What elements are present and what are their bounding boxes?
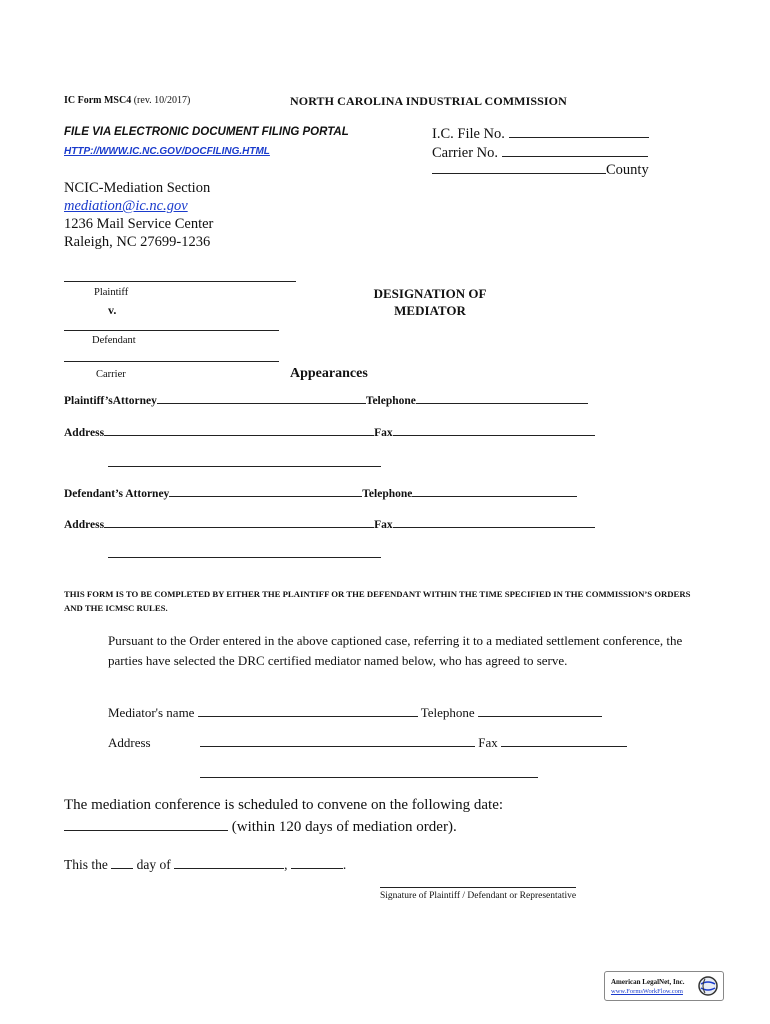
defendant-telephone-label: Telephone (362, 488, 413, 500)
filing-portal-link[interactable]: HTTP://WWW.IC.NC.GOV/DOCFILING.HTML (64, 146, 270, 157)
defendant-attorney-label: Defendant’s Attorney (64, 488, 170, 500)
form-revision: (rev. 10/2017) (133, 95, 191, 106)
county-row (432, 161, 649, 179)
plaintiff-attorney-row (64, 391, 588, 407)
county-field[interactable] (432, 161, 606, 174)
plaintiff-address-row (64, 423, 595, 439)
carrier-number-field[interactable] (502, 144, 648, 157)
body-paragraph: Pursuant to the Order entered in the above captioned case, referring it to a mediated settlement conference, the parties have selected the DRC certified mediator named below, who has agreed to serve. (108, 633, 683, 668)
mediator-name-field[interactable] (198, 704, 418, 717)
versus-label: v. (108, 303, 117, 317)
carrier-name-field[interactable] (64, 361, 279, 362)
plaintiff-address-field-2[interactable] (108, 466, 381, 467)
mediator-name-label: Mediator's name (108, 705, 195, 720)
instruction-text: THIS FORM IS TO BE COMPLETED BY EITHER THE PLAINTIFF OR THE DEFENDANT WITHIN THE TIME SPECIFIED IN THE COMMISSION’S ORDERS AND THE ICMSC RULES. (64, 589, 691, 613)
mediator-address-field[interactable] (200, 734, 475, 747)
plaintiff-address-label: Address (64, 427, 105, 439)
day-field[interactable] (111, 856, 133, 869)
mediator-address-label: Address (108, 735, 151, 750)
defendant-fax-label: Fax (374, 519, 393, 531)
ic-file-number-row (432, 125, 649, 143)
appearances-heading: Appearances (290, 366, 368, 381)
defendant-fax-field[interactable] (393, 515, 595, 528)
year-field[interactable] (291, 856, 343, 869)
dated-row: This the day of , . (64, 857, 347, 872)
form-number: IC Form MSC4 (64, 95, 132, 106)
month-field[interactable] (174, 856, 284, 869)
plaintiff-attorney-label: Plaintiff’sAttorney (64, 395, 157, 407)
carrier-number-row (432, 144, 648, 162)
defendant-label: Defendant (92, 335, 136, 346)
plaintiff-fax-field[interactable] (393, 423, 595, 436)
mediator-name-row (108, 704, 602, 721)
footer-badge[interactable] (604, 971, 724, 1001)
day-of-label: day of (136, 857, 171, 872)
plaintiff-name-field[interactable] (64, 281, 296, 282)
mediator-telephone-field[interactable] (478, 704, 602, 717)
defendant-name-field[interactable] (64, 330, 279, 331)
defendant-address-row (64, 515, 595, 531)
defendant-address-label: Address (64, 519, 105, 531)
plaintiff-address-field[interactable] (104, 423, 374, 436)
mediator-fax-label: Fax (478, 735, 498, 750)
signature-field[interactable] (380, 887, 576, 888)
ic-file-label: I.C. File No. (432, 126, 505, 142)
document-title: DESIGNATION OF MEDIATOR (373, 286, 487, 318)
plaintiff-fax-label: Fax (374, 427, 393, 439)
plaintiff-label: Plaintiff (94, 287, 129, 298)
mediator-address-row (108, 734, 627, 751)
filing-portal-heading: FILE VIA ELECTRONIC DOCUMENT FILING PORTAL (64, 126, 349, 138)
form-id (64, 95, 190, 106)
schedule-date-row (64, 818, 457, 836)
mediator-address-field-2[interactable] (200, 777, 538, 778)
scheduled-statement: The mediation conference is scheduled to convene on the following date: (64, 797, 504, 813)
defendant-telephone-field[interactable] (412, 484, 577, 497)
footer-url[interactable]: www.FormsWorkFlow.com (611, 988, 683, 995)
defendant-address-field-2[interactable] (108, 557, 381, 558)
mediator-telephone-label: Telephone (420, 705, 475, 720)
ic-file-field[interactable] (509, 125, 649, 138)
schedule-date-field[interactable] (64, 818, 228, 831)
county-label: County (606, 162, 649, 178)
city-state-zip: Raleigh, NC 27699-1236 (64, 234, 211, 250)
mediator-fax-field[interactable] (501, 734, 627, 747)
carrier-label: Carrier (96, 369, 126, 380)
defendant-attorney-field[interactable] (169, 484, 362, 497)
mediation-section: NCIC-Mediation Section (64, 180, 211, 196)
mediation-email-link[interactable]: mediation@ic.nc.gov (64, 198, 188, 214)
carrier-number-label: Carrier No. (432, 145, 499, 161)
defendant-attorney-row (64, 484, 577, 500)
signature-label: Signature of Plaintiff / Defendant or Representative (380, 891, 577, 901)
mail-service-center: 1236 Mail Service Center (64, 216, 214, 232)
within-days-note: (within 120 days of mediation order). (231, 819, 457, 835)
defendant-address-field[interactable] (104, 515, 374, 528)
commission-title: NORTH CAROLINA INDUSTRIAL COMMISSION (290, 94, 567, 108)
this-the-label: This the (64, 857, 108, 872)
plaintiff-telephone-label: Telephone (365, 395, 416, 407)
globe-logo-icon (697, 975, 719, 997)
plaintiff-telephone-field[interactable] (416, 391, 588, 404)
footer-company: American LegalNet, Inc. (611, 978, 685, 986)
plaintiff-attorney-field[interactable] (157, 391, 366, 404)
